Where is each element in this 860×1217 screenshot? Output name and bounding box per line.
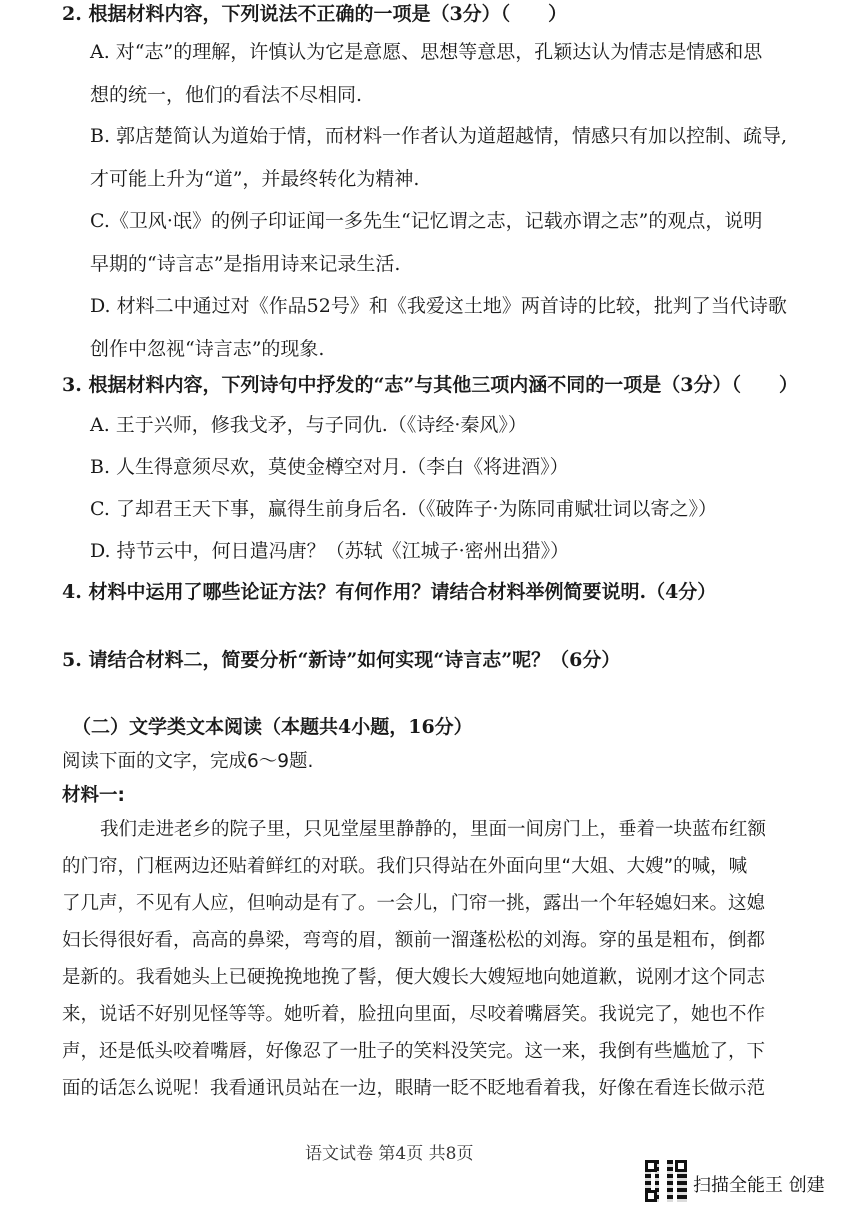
q2-option-c-cont: 早期的“诗言志”是指用诗来记录生活.	[90, 253, 401, 275]
q3-option-b: B. 人生得意须尽欢，莫使金樽空对月.（李白《将进酒》）	[90, 456, 569, 478]
scanner-watermark: 扫描全能王 创建	[693, 1175, 825, 1196]
passage-line: 来，说话不好别见怪等等。她听着，脸扭向里面，尽咬着嘴唇笑。我说完了，她也不作	[62, 1004, 766, 1025]
passage-line: 妇长得很好看，高高的鼻梁，弯弯的眉，额前一溜蓬松松的刘海。穿的虽是粗布，倒都	[62, 930, 766, 951]
q2-option-d-cont: 创作中忽视“诗言志”的现象.	[90, 338, 325, 360]
question-5: 5. 请结合材料二，简要分析“新诗”如何实现“诗言志”呢？（6分）	[62, 649, 621, 671]
q3-option-d: D. 持节云中，何日遣冯唐？（苏轼《江城子·密州出猎》）	[90, 540, 570, 562]
q3-option-c: C. 了却君王天下事，赢得生前身后名.（《破阵子·为陈同甫赋壮词以寄之》）	[90, 498, 718, 520]
question-4: 4. 材料中运用了哪些论证方法？有何作用？请结合材料举例简要说明.（4分）	[62, 581, 717, 603]
q2-option-a: A. 对“志”的理解，许慎认为它是意愿、思想等意思，孔颖达认为情志是情感和思	[90, 41, 763, 63]
page-footer: 语文试卷 第4页 共8页	[305, 1144, 474, 1164]
section-2-instruction: 阅读下面的文字，完成6～9题.	[62, 751, 314, 772]
passage-line: 了几声，不见有人应，但响动是有了。一会儿，门帘一挑，露出一个年轻媳妇来。这媳	[62, 893, 766, 914]
passage-line: 声，还是低头咬着嘴唇，好像忍了一肚子的笑料没笑完。这一来，我倒有些尴尬了，下	[62, 1041, 766, 1062]
section-2-title: （二）文学类文本阅读（本题共4小题，16分）	[72, 716, 473, 738]
question-3-stem: 3. 根据材料内容，下列诗句中抒发的“志”与其他三项内涵不同的一项是（3分）（ ）	[62, 374, 799, 396]
passage-line: 面的话怎么说呢！我看通讯员站在一边，眼睛一眨不眨地看着我，好像在看连长做示范	[62, 1078, 766, 1099]
q3-option-a: A. 王于兴师，修我戈矛，与子同仇.（《诗经·秦风》）	[90, 414, 527, 436]
q2-option-d: D. 材料二中通过对《作品52号》和《我爱这土地》两首诗的比较，批判了当代诗歌	[90, 295, 787, 317]
qr-code-icon	[645, 1160, 687, 1202]
q2-option-a-cont: 想的统一，他们的看法不尽相同.	[90, 84, 363, 106]
q2-option-b-cont: 才可能上升为“道”，并最终转化为精神.	[90, 168, 420, 190]
q2-option-b: B. 郭店楚简认为道始于情，而材料一作者认为道超越情，情感只有加以控制、疏导,	[90, 125, 788, 147]
q2-option-c: C.《卫风·氓》的例子印证闻一多先生“记忆谓之志，记载亦谓之志”的观点，说明	[90, 210, 763, 232]
material-1-label: 材料一:	[62, 785, 125, 806]
question-2-stem: 2. 根据材料内容，下列说法不正确的一项是（3分）（ ）	[62, 3, 568, 25]
passage-line: 的门帘，门框两边还贴着鲜红的对联。我们只得站在外面向里“大姐、大嫂”的喊，喊	[62, 856, 748, 877]
passage-line: 是新的。我看她头上已硬挽挽地挽了髻，便大嫂长大嫂短地向她道歉，说刚才这个同志	[62, 967, 766, 988]
passage-line: 我们走进老乡的院子里，只见堂屋里静静的，里面一间房门上，垂着一块蓝布红额	[100, 819, 767, 840]
